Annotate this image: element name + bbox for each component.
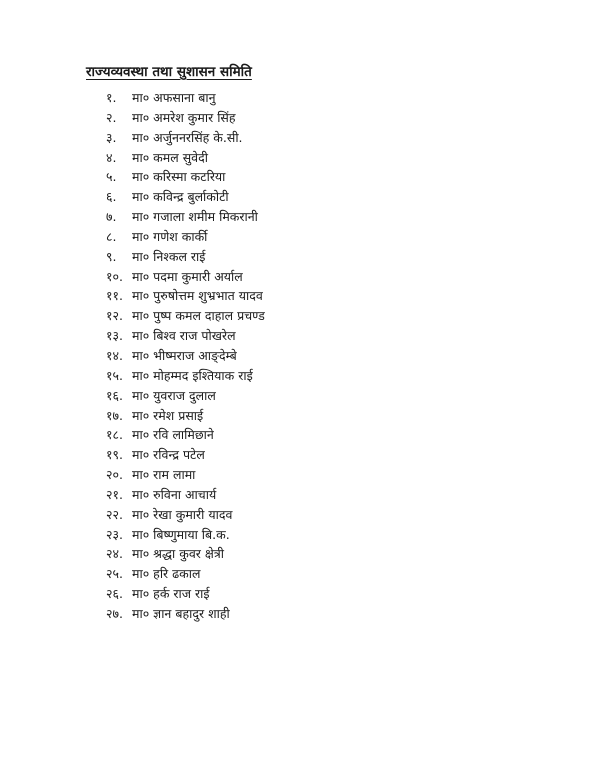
list-item — [106, 247, 265, 267]
list-item-number: १६. — [106, 387, 123, 403]
list-item-number: ९. — [106, 248, 117, 264]
member-name: मा० रवि लामिछाने — [132, 427, 214, 443]
list-item-number: १३. — [106, 328, 123, 344]
list-item-number: २७. — [106, 605, 123, 621]
list-item-number: २०. — [106, 467, 123, 483]
list-item-number: ११. — [106, 288, 123, 304]
list-item — [106, 584, 265, 604]
list-item-number: १. — [106, 90, 117, 105]
list-item — [106, 386, 265, 406]
list-item-number: ३. — [106, 129, 117, 145]
list-item-number: २५. — [106, 566, 123, 582]
member-name: मा० गजाला शमीम मिकरानी — [132, 209, 258, 225]
list-item — [106, 485, 265, 505]
list-item-number: २६. — [106, 586, 123, 602]
list-item — [106, 366, 265, 386]
member-name: मा० बिष्णुमाया बि.क. — [132, 526, 230, 542]
list-item — [106, 148, 265, 168]
list-item-number: १७. — [106, 407, 123, 423]
member-name: मा० रमेश प्रसाई — [132, 407, 204, 423]
list-item-number: १०. — [106, 268, 123, 284]
list-item-number: ८. — [106, 228, 117, 244]
list-item — [106, 128, 265, 148]
list-item — [106, 544, 265, 564]
list-item-number: २२. — [106, 506, 123, 522]
member-name: मा० निश्कल राई — [132, 248, 206, 264]
member-name: मा० हरि ढकाल — [132, 566, 201, 582]
list-item — [106, 88, 265, 108]
list-item — [106, 267, 265, 287]
list-item-number: १२. — [106, 308, 123, 324]
list-item — [106, 227, 265, 247]
member-name: मा० पुष्प कमल दाहाल प्रचण्ड — [132, 308, 265, 324]
member-name: मा० श्रद्धा कुवर क्षेत्री — [132, 546, 224, 562]
list-item — [106, 187, 265, 207]
list-item — [106, 445, 265, 465]
member-name: मा० बिश्व राज पोखरेल — [132, 328, 236, 344]
list-item — [106, 465, 265, 485]
member-name: मा० पदमा कुमारी अर्याल — [132, 268, 243, 284]
member-name: मा० युवराज दुलाल — [132, 387, 216, 403]
member-name: मा० गणेश कार्की — [132, 228, 208, 244]
member-name: मा० भीष्मराज आङ्देम्बे — [132, 347, 237, 363]
list-item-number: १९. — [106, 447, 123, 463]
member-name: मा० राम लामा — [132, 467, 196, 483]
list-item-number: १८. — [106, 427, 123, 443]
member-list — [106, 88, 265, 624]
list-item-number: २. — [106, 109, 117, 125]
list-item — [106, 525, 265, 545]
list-item-number: २४. — [106, 546, 123, 562]
member-name: मा० अमरेश कुमार सिंह — [132, 109, 236, 125]
member-name: मा० कमल सुवेदी — [132, 149, 208, 165]
list-item — [106, 346, 265, 366]
list-item — [106, 167, 265, 187]
member-name: मा० पुरुषोत्तम शुभ्रभात यादव — [132, 288, 263, 304]
list-item — [106, 207, 265, 227]
member-name: मा० रुविना आचार्य — [132, 486, 217, 502]
list-item — [106, 286, 265, 306]
list-item — [106, 326, 265, 346]
member-name: मा० अफसाना बानु — [132, 90, 216, 105]
list-item — [106, 425, 265, 445]
list-item — [106, 406, 265, 426]
list-item — [106, 564, 265, 584]
list-item-number: २१. — [106, 486, 123, 502]
committee-heading: राज्यव्यवस्था तथा सुशासन समिति — [86, 64, 252, 80]
list-item-number: ४. — [106, 149, 117, 165]
member-name: मा० करिस्मा कटरिया — [132, 169, 226, 185]
list-item — [106, 108, 265, 128]
member-name: मा० कविन्द्र बुर्लाकोटी — [132, 189, 229, 205]
list-item-number: २३. — [106, 526, 123, 542]
member-name: मा० हर्क राज राई — [132, 586, 210, 602]
list-item-number: १५. — [106, 367, 123, 383]
member-name: मा० अर्जुननरसिंह के.सी. — [132, 129, 243, 145]
list-item — [106, 306, 265, 326]
list-item — [106, 604, 265, 624]
member-name: मा० ज्ञान बहादुर शाही — [132, 605, 230, 621]
list-item-number: ६. — [106, 189, 117, 205]
list-item-number: ५. — [106, 169, 117, 185]
member-name: मा० रेखा कुमारी यादव — [132, 506, 233, 522]
member-name: मा० रविन्द्र पटेल — [132, 447, 205, 463]
list-item-number: ७. — [106, 209, 117, 225]
member-name: मा० मोहम्मद इश्तियाक राई — [132, 367, 253, 383]
list-item — [106, 505, 265, 525]
list-item-number: १४. — [106, 347, 123, 363]
